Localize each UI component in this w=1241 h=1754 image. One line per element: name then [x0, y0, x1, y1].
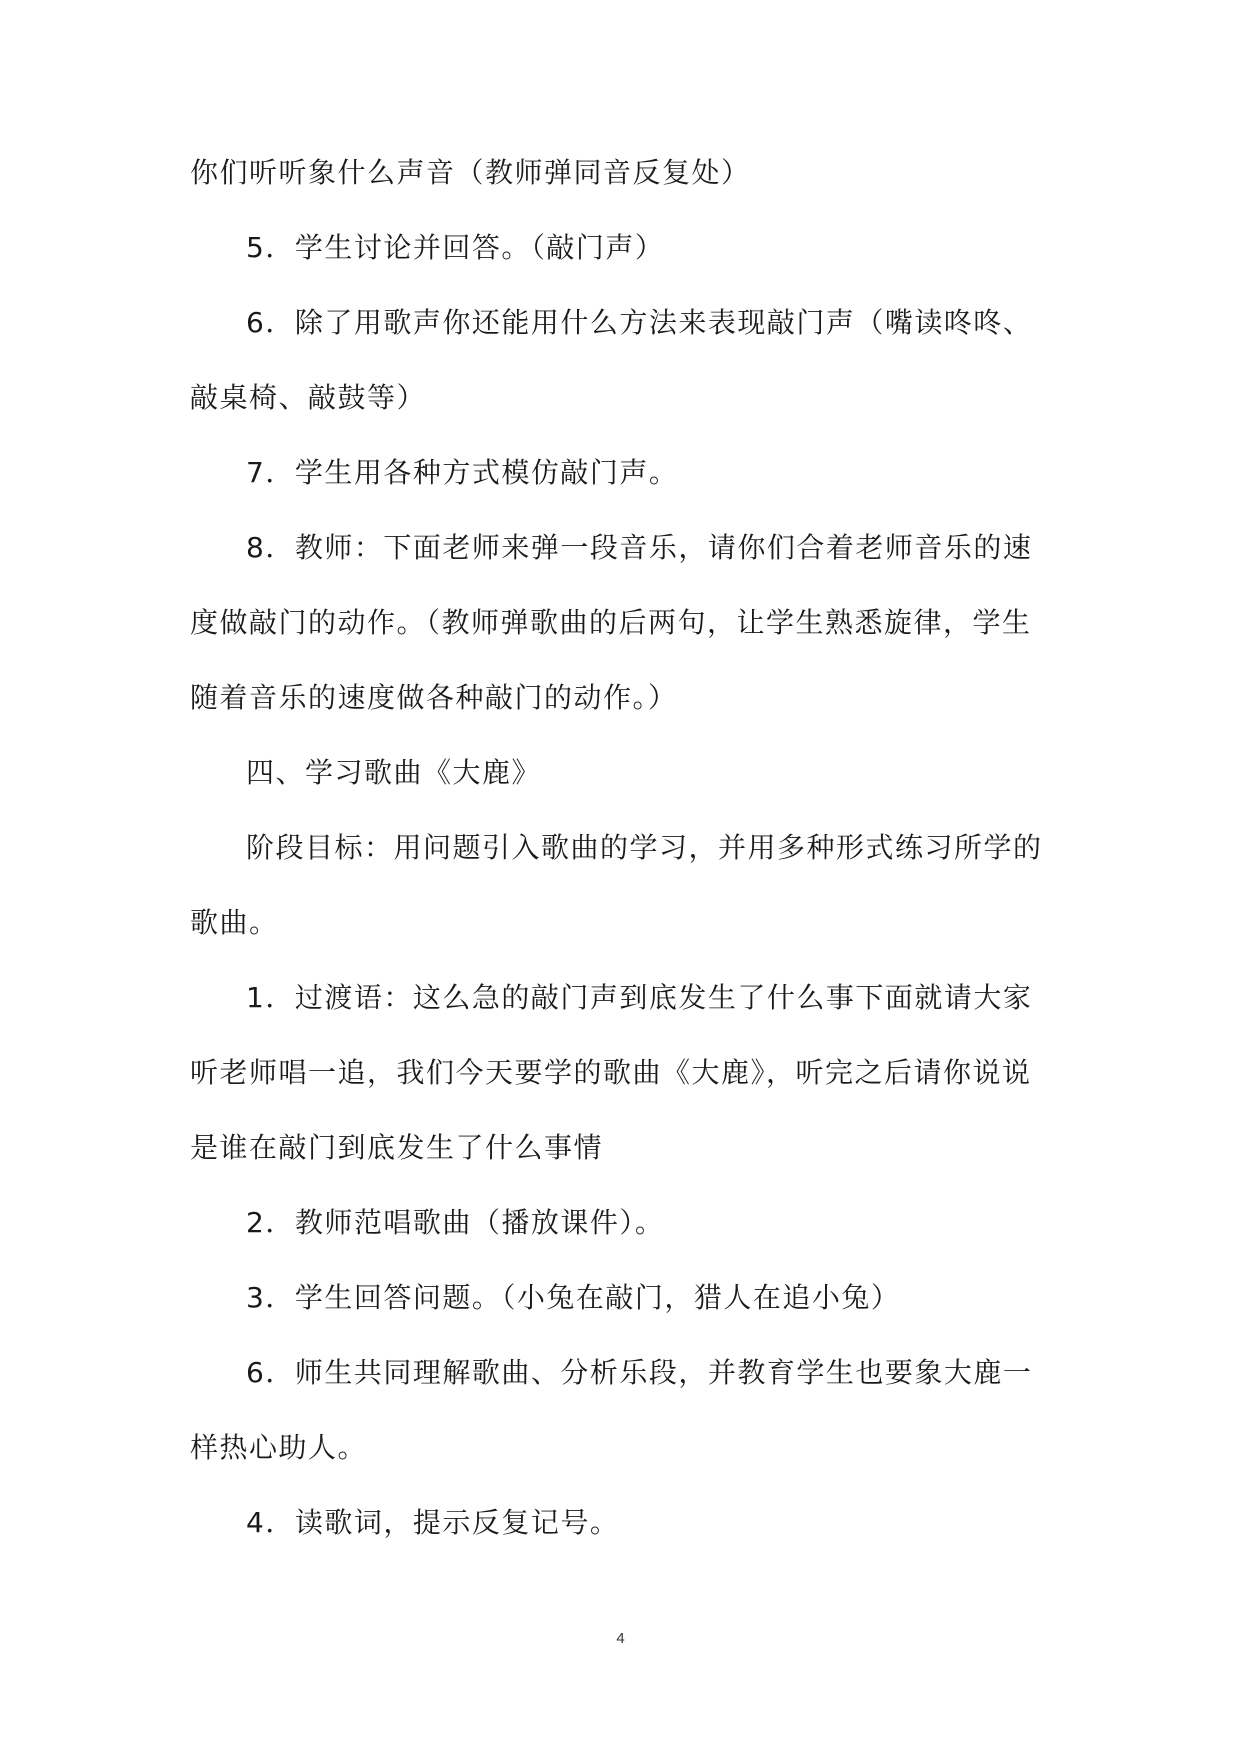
paragraph-step-2: 2．教师范唱歌曲（播放课件）。 — [246, 1206, 665, 1239]
paragraph-step-4: 4．读歌词，提示反复记号。 — [246, 1506, 620, 1539]
paragraph-stage-goal: 阶段目标：用问题引入歌曲的学习，并用多种形式练习所学的歌曲。 — [190, 831, 1043, 939]
paragraph-step-6: 6．除了用歌声你还能用什么方法来表现敲门声（嘴读咚咚、敲桌椅、敲鼓等） — [190, 306, 1033, 414]
section-heading: 四、学习歌曲《大鹿》 — [246, 756, 542, 789]
paragraph-step-6b: 6．师生共同理解歌曲、分析乐段，并教育学生也要象大鹿一样热心助人。 — [190, 1356, 1033, 1464]
paragraph-step-3: 3．学生回答问题。（小兔在敲门，猎人在追小兔） — [246, 1281, 901, 1314]
page-number: 4 — [616, 1630, 625, 1647]
body-text — [190, 135, 1052, 1560]
paragraph-step-1: 1．过渡语：这么急的敲门声到底发生了什么事下面就请大家听老师唱一追，我们今天要学的歌曲《大鹿》，听完之后请你说说是谁在敲门到底发生了什么事情 — [190, 981, 1033, 1164]
paragraph-continued: 你们听听象什么声音（教师弹同音反复处） — [190, 156, 751, 189]
paragraph-step-5: 5．学生讨论并回答。（敲门声） — [246, 231, 665, 264]
paragraph-step-7: 7．学生用各种方式模仿敲门声。 — [246, 456, 679, 489]
paragraph-step-8: 8．教师：下面老师来弹一段音乐，请你们合着老师音乐的速度做敲门的动作。（教师弹歌曲的后两句，让学生熟悉旋律，学生随着音乐的速度做各种敲门的动作。） — [190, 531, 1033, 714]
